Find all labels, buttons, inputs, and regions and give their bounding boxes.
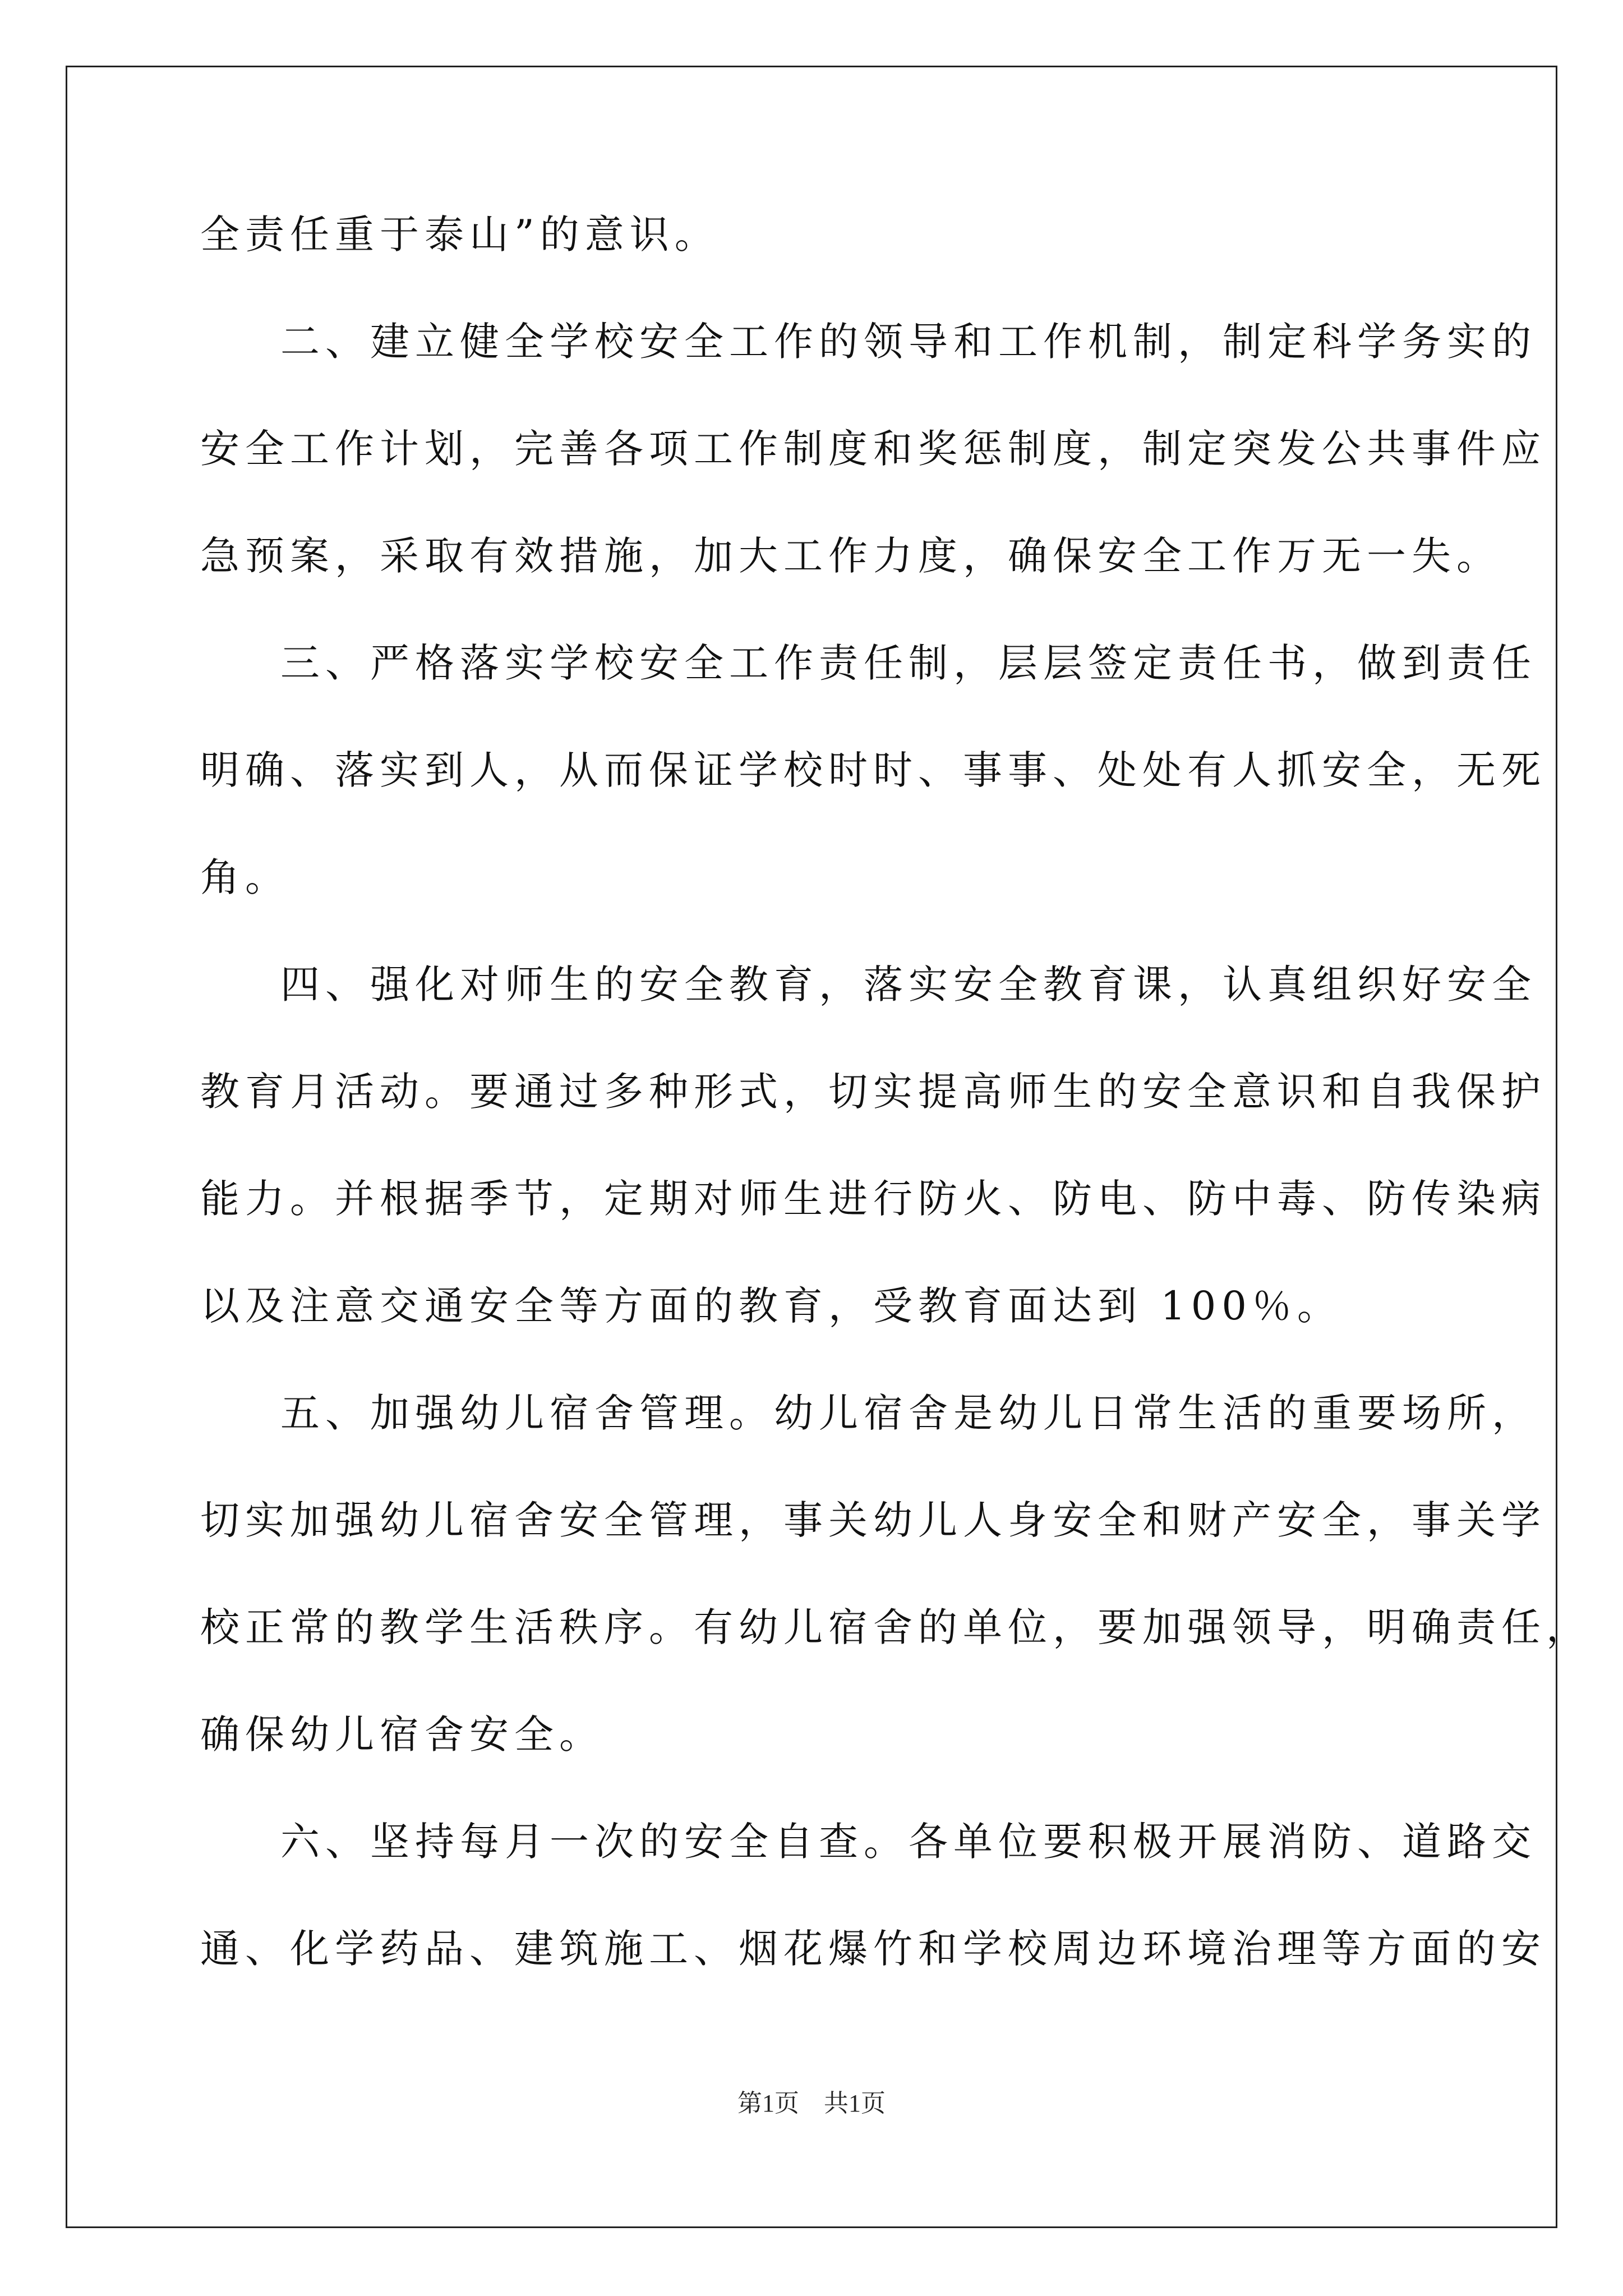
page-number: 第1页 共1页 <box>737 2090 886 2117</box>
text-line: 四、强化对师生的安全教育，落实安全教育课，认真组织好安全 <box>280 961 1537 1007</box>
text-line: 明确、落实到人，从而保证学校时时、事事、处处有人抓安全，无死 <box>200 747 1546 793</box>
text-line: 教育月活动。要通过多种形式，切实提高师生的安全意识和自我保护 <box>200 1069 1546 1115</box>
text-line: 切实加强幼儿宿舍安全管理，事关幼儿人身安全和财产安全，事关学 <box>200 1497 1546 1543</box>
text-line: 急预案，采取有效措施，加大工作力度，确保安全工作万无一失。 <box>200 533 1501 579</box>
text-line: 六、坚持每月一次的安全自查。各单位要积极开展消防、道路交 <box>280 1819 1537 1865</box>
text-line: 三、严格落实学校安全工作责任制，层层签定责任书，做到责任 <box>280 640 1537 686</box>
text-line: 校正常的教学生活秩序。有幼儿宿舍的单位，要加强领导，明确责任， <box>200 1604 1591 1650</box>
text-line: 以及注意交通安全等方面的教育，受教育面达到 100％。 <box>200 1283 1342 1329</box>
text-line: 通、化学药品、建筑施工、烟花爆竹和学校周边环境治理等方面的安 <box>200 1926 1546 1972</box>
text-line: 全责任重于泰山”的意识。 <box>200 211 720 257</box>
text-line: 确保幼儿宿舍安全。 <box>200 1711 604 1757</box>
text-line: 五、加强幼儿宿舍管理。幼儿宿舍是幼儿日常生活的重要场所， <box>280 1390 1537 1436</box>
text-line: 安全工作计划，完善各项工作制度和奖惩制度，制定突发公共事件应 <box>200 426 1546 472</box>
text-line: 二、建立健全学校安全工作的领导和工作机制，制定科学务实的 <box>280 319 1537 365</box>
text-line: 能力。并根据季节，定期对师生进行防火、防电、防中毒、防传染病 <box>200 1176 1546 1222</box>
page-border <box>66 66 1557 2228</box>
text-line: 角。 <box>200 854 290 900</box>
